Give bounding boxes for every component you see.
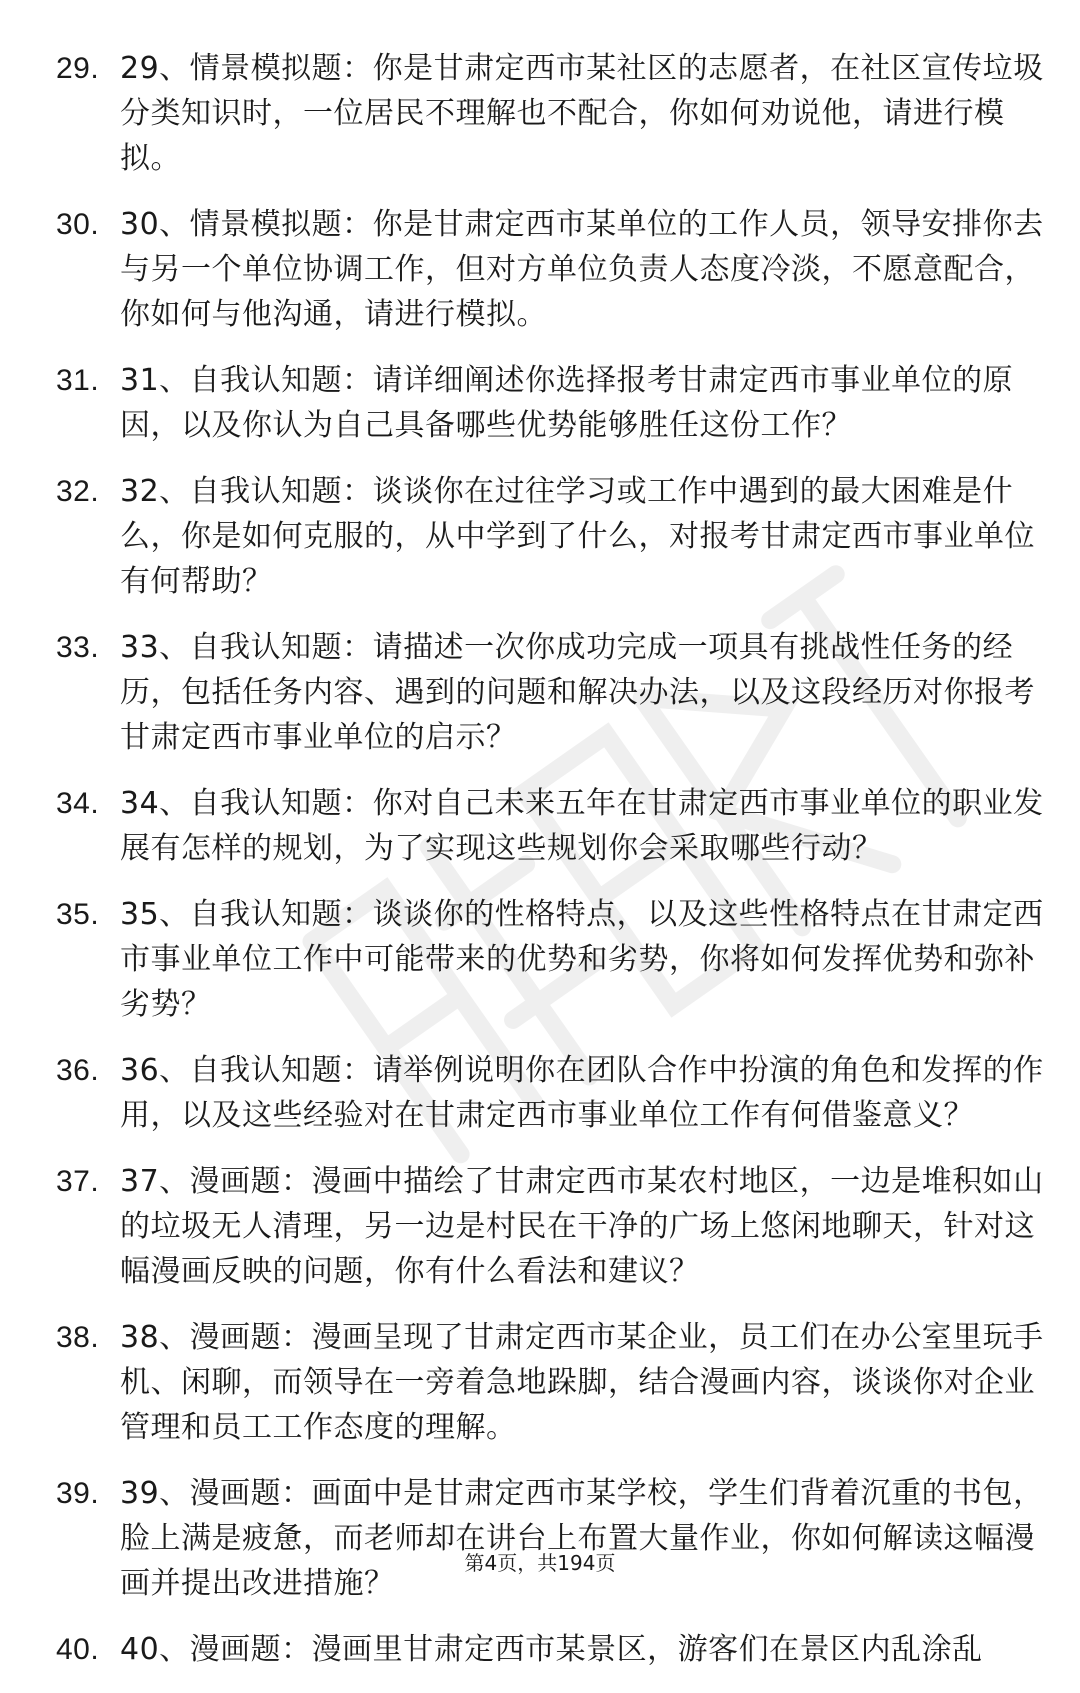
question-number: 39. [56,1477,100,1510]
list-item [0,1048,1080,1138]
question-number: 33. [56,631,100,664]
list-item [0,1315,1080,1450]
question-text: 33、自我认知题：请描述一次你成功完成一项具有挑战性任务的经历，包括任务内容、遇到的问题和解决办法，以及这段经历对你报考甘肃定西市事业单位的启示？ [120,630,1035,755]
question-number: 36. [56,1054,100,1087]
question-number: 31. [56,364,100,397]
list-item [0,781,1080,871]
question-number: 35. [56,898,100,931]
list-item [0,892,1080,1027]
question-text: 32、自我认知题：谈谈你在过往学习或工作中遇到的最大困难是什么，你是如何克服的，从中学到了什么，对报考甘肃定西市事业单位有何帮助？ [120,474,1035,599]
question-text: 34、自我认知题：你对自己未来五年在甘肃定西市事业单位的职业发展有怎样的规划，为了实现这些规划你会采取哪些行动？ [120,786,1044,866]
question-number: 30. [56,208,100,241]
list-item [0,1627,1080,1672]
question-number: 37. [56,1165,100,1198]
list-item [0,1471,1080,1606]
question-text: 38、漫画题：漫画呈现了甘肃定西市某企业，员工们在办公室里玩手机、闲聊，而领导在一旁着急地跺脚，结合漫画内容，谈谈你对企业管理和员工工作态度的理解。 [120,1320,1044,1445]
question-text: 37、漫画题：漫画中描绘了甘肃定西市某农村地区，一边是堆积如山的垃圾无人清理，另一边是村民在干净的广场上悠闲地聊天，针对这幅漫画反映的问题，你有什么看法和建议？ [120,1164,1044,1289]
question-text: 39、漫画题：画面中是甘肃定西市某学校，学生们背着沉重的书包，脸上满是疲惫，而老师却在讲台上布置大量作业，你如何解读这幅漫画并提出改进措施？ [120,1476,1044,1601]
question-number: 34. [56,787,100,820]
list-item [0,358,1080,448]
question-text: 40、漫画题：漫画里甘肃定西市某景区，游客们在景区内乱涂乱 [120,1632,983,1667]
page-footer: 第4页，共194页 [464,1551,616,1575]
question-number: 29. [56,52,100,85]
question-text: 29、情景模拟题：你是甘肃定西市某社区的志愿者，在社区宣传垃圾分类知识时，一位居民不理解也不配合，你如何劝说他，请进行模拟。 [120,51,1044,176]
question-list [0,46,1080,1693]
list-item [0,202,1080,337]
list-item [0,469,1080,604]
question-number: 40. [56,1633,100,1666]
list-item [0,46,1080,181]
question-number: 32. [56,475,100,508]
list-item [0,1159,1080,1294]
list-item [0,625,1080,760]
question-text: 30、情景模拟题：你是甘肃定西市某单位的工作人员，领导安排你去与另一个单位协调工作，但对方单位负责人态度冷淡，不愿意配合，你如何与他沟通，请进行模拟。 [120,207,1044,332]
question-text: 36、自我认知题：请举例说明你在团队合作中扮演的角色和发挥的作用，以及这些经验对在甘肃定西市事业单位工作有何借鉴意义？ [120,1053,1044,1133]
question-number: 38. [56,1321,100,1354]
question-text: 31、自我认知题：请详细阐述你选择报考甘肃定西市事业单位的原因，以及你认为自己具备哪些优势能够胜任这份工作？ [120,363,1014,443]
question-text: 35、自我认知题：谈谈你的性格特点，以及这些性格特点在甘肃定西市事业单位工作中可能带来的优势和劣势，你将如何发挥优势和弥补劣势？ [120,897,1044,1022]
